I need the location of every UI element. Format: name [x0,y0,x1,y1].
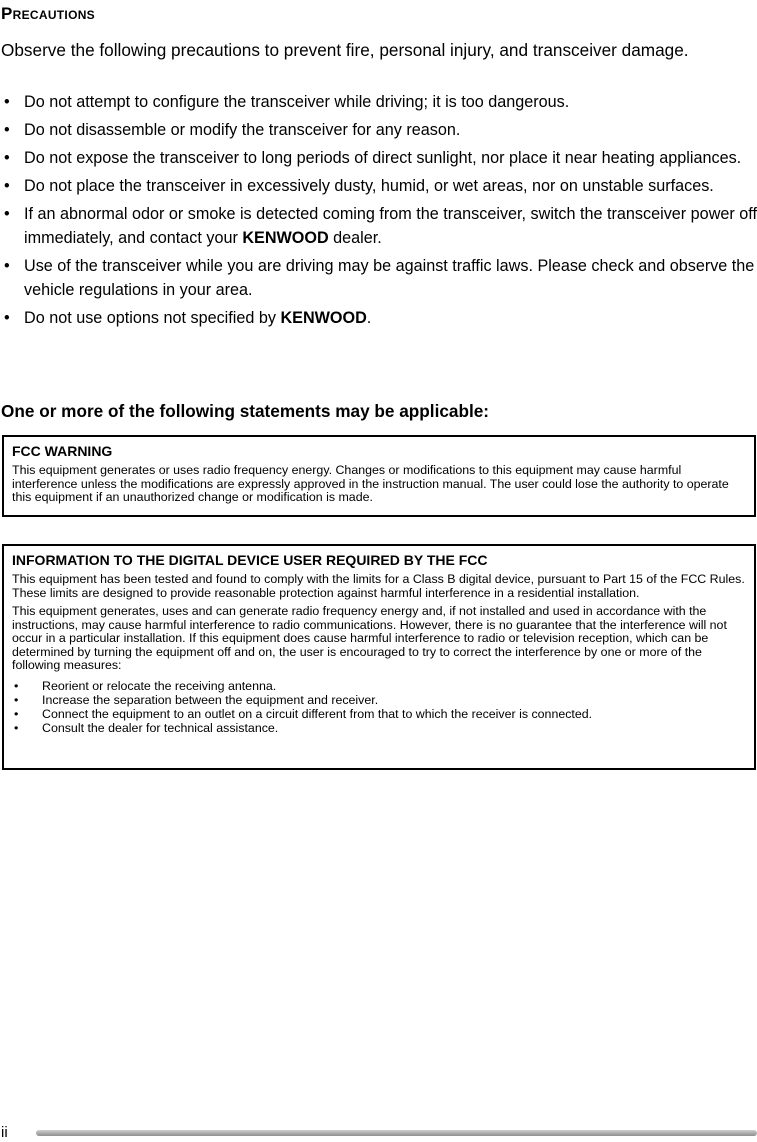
list-item [0,174,757,198]
list-item [0,306,757,330]
bullet-icon: • [4,205,10,223]
precaution-text: Do not use options not specified by [24,309,281,327]
page-number: ii [1,1124,8,1141]
precaution-text: Do not place the transceiver in excessively dusty, humid, or wet areas, nor on unstable surfaces. [24,177,714,195]
measure-text: Increase the separation between the equipment and receiver. [42,692,379,707]
page-heading: Precautions [1,4,95,23]
measure-text: Connect the equipment to an outlet on a circuit different from that to which the receiver is connected. [42,706,593,721]
list-item [12,707,754,721]
list-item [12,693,754,707]
list-item [0,118,757,142]
list-item [0,202,757,250]
digital-device-paragraph-1: This equipment has been tested and found to comply with the limits for a Class B digital device, pursuant to Part 15 of the FCC Rules. These limits are designed to provide reasonable protection against harmful interference in a residential installation. [12,572,745,600]
bullet-icon: • [4,309,10,327]
bullet-icon: • [4,93,10,111]
measures-list [12,679,754,735]
bullet-icon: • [14,720,19,735]
digital-device-info-box [2,544,756,770]
fcc-warning-box [2,435,756,517]
bullet-icon: • [14,692,19,707]
intro-paragraph: Observe the following precautions to prevent fire, personal injury, and transceiver damage. [1,40,689,60]
brand-name: KENWOOD [280,309,367,327]
list-item [0,254,757,302]
measure-text: Reorient or relocate the receiving antenna. [42,678,277,693]
bullet-icon: • [14,706,19,721]
applicable-heading: One or more of the following statements may be applicable: [1,401,490,421]
list-item [12,679,754,693]
precautions-list [0,90,757,334]
bullet-icon: • [4,177,10,195]
precaution-text: Do not disassemble or modify the transceiver for any reason. [24,121,461,139]
bullet-icon: • [14,678,19,693]
brand-name: KENWOOD [242,229,329,247]
list-item [12,721,754,735]
bullet-icon: • [4,257,10,275]
precaution-text: If an abnormal odor or smoke is detected coming from the transceiver, switch the transceiver power off immediately, and contact your [24,205,757,247]
precaution-text: Do not attempt to configure the transceiver while driving; it is too dangerous. [24,93,570,111]
fcc-warning-title: FCC WARNING [12,443,113,459]
fcc-warning-text: This equipment generates or uses radio frequency energy. Changes or modifications to this equipment may cause harmful interference unless the modifications are expressly approved in the instruction manual. The user could lose the authority to operate this equipment if an unauthorized change or modification is made. [12,463,729,504]
precaution-text: Do not expose the transceiver to long periods of direct sunlight, nor place it near heating appliances. [24,149,742,167]
footer-divider [36,1130,757,1136]
digital-device-info-title: INFORMATION TO THE DIGITAL DEVICE USER REQUIRED BY THE FCC [12,552,488,568]
digital-device-paragraph-2: This equipment generates, uses and can generate radio frequency energy and, if not installed and used in accordance with the instructions, may cause harmful interference to radio communications. However, there is no guarantee that the interference will not occur in a particular installation. If this equipment does cause harmful interference to radio or television reception, which can be determined by turning the equipment off and on, the user is encouraged to try to correct the interference by one or more of the following measures: [12,604,727,672]
bullet-icon: • [4,121,10,139]
precaution-text-end: dealer. [328,229,382,247]
precaution-text: Use of the transceiver while you are driving may be against traffic laws. Please check and observe the vehicle regulations in your area. [24,257,755,299]
measure-text: Consult the dealer for technical assistance. [42,720,279,735]
bullet-icon: • [4,149,10,167]
precaution-text-end: . [366,309,372,327]
list-item [0,146,757,170]
list-item [0,90,757,114]
